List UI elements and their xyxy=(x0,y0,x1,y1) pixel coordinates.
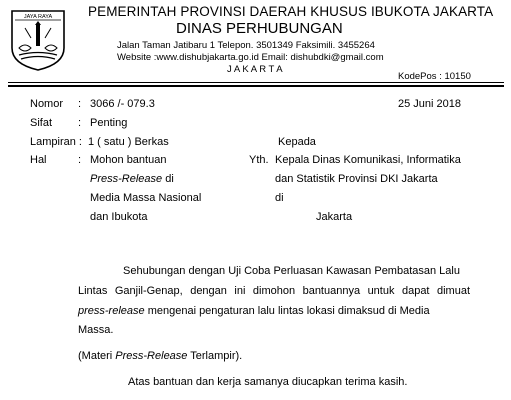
letter-date: 25 Juni 2018 xyxy=(398,98,461,110)
hal-sep: : xyxy=(78,154,82,166)
logo-caption: JAYA RAYA xyxy=(23,14,53,20)
sifat-value: Penting xyxy=(90,117,128,129)
body-p1-line4: Massa. xyxy=(78,324,114,336)
hal-line4: dan Ibukota xyxy=(90,211,148,223)
body-p1-line3 xyxy=(78,305,430,317)
hal-line1: Mohon bantuan xyxy=(90,154,167,166)
body-p2 xyxy=(78,350,242,362)
recipient-line1: Kepala Dinas Komunikasi, Informatika xyxy=(275,154,461,166)
body-p3: Atas bantuan dan kerja samanya diucapkan terima kasih. xyxy=(128,376,408,388)
letterhead-web-email: Website :www.dishubjakarta.go.id Email: dishubdki@gmail.com xyxy=(117,52,384,63)
sifat-sep: : xyxy=(78,117,82,129)
recipient-line3: di xyxy=(275,192,284,204)
jaya-raya-logo xyxy=(9,8,67,72)
recipient-line2: dan Statistik Provinsi DKI Jakarta xyxy=(275,173,438,185)
divider-thick xyxy=(8,85,504,87)
letterhead-line2: DINAS PERHUBUNGAN xyxy=(176,20,343,37)
hal-line2 xyxy=(90,173,174,185)
nomor-sep: : xyxy=(78,98,82,110)
lampiran-label: Lampiran : xyxy=(30,136,82,148)
body-p1-line3-italic: press-release xyxy=(78,305,145,317)
hal-label: Hal xyxy=(30,154,47,166)
body-p2-rest: Terlampir). xyxy=(187,350,243,362)
recipient-kepada: Kepada xyxy=(278,136,316,148)
body-p1-line2: Lintas Ganjil-Genap, dengan ini dimohon bantuannya untuk dapat dimuat xyxy=(78,285,470,297)
nomor-value: 3066 /- 079.3 xyxy=(90,98,155,110)
hal-line2-suffix: di xyxy=(162,173,174,185)
recipient-line4: Jakarta xyxy=(316,211,353,223)
letterhead-city: J A K A R T A xyxy=(227,64,283,75)
letterhead-postcode: KodePos : 10150 xyxy=(398,71,471,82)
letterhead-address: Jalan Taman Jatibaru 1 Telepon. 3501349 Faksimili. 3455264 xyxy=(117,40,375,51)
body-p2-open: (Materi xyxy=(78,350,116,362)
letterhead-line1: PEMERINTAH PROVINSI DAERAH KHUSUS IBUKOTA JAKARTA xyxy=(88,4,494,19)
body-p1-line1: Sehubungan dengan Uji Coba Perluasan Kawasan Pembatasan Lalu xyxy=(123,265,460,277)
sifat-label: Sifat xyxy=(30,117,53,129)
lampiran-value: 1 ( satu ) Berkas xyxy=(88,136,169,148)
divider-thin xyxy=(8,82,504,83)
body-p2-italic: Press-Release xyxy=(115,350,188,362)
hal-line2-italic: Press-Release xyxy=(90,173,163,185)
recipient-yth: Yth. xyxy=(249,154,269,166)
body-p1-line3-rest: mengenai pengaturan lalu lintas lokasi dimaksud di Media xyxy=(144,305,430,317)
nomor-label: Nomor xyxy=(30,98,64,110)
hal-line3: Media Massa Nasional xyxy=(90,192,202,204)
